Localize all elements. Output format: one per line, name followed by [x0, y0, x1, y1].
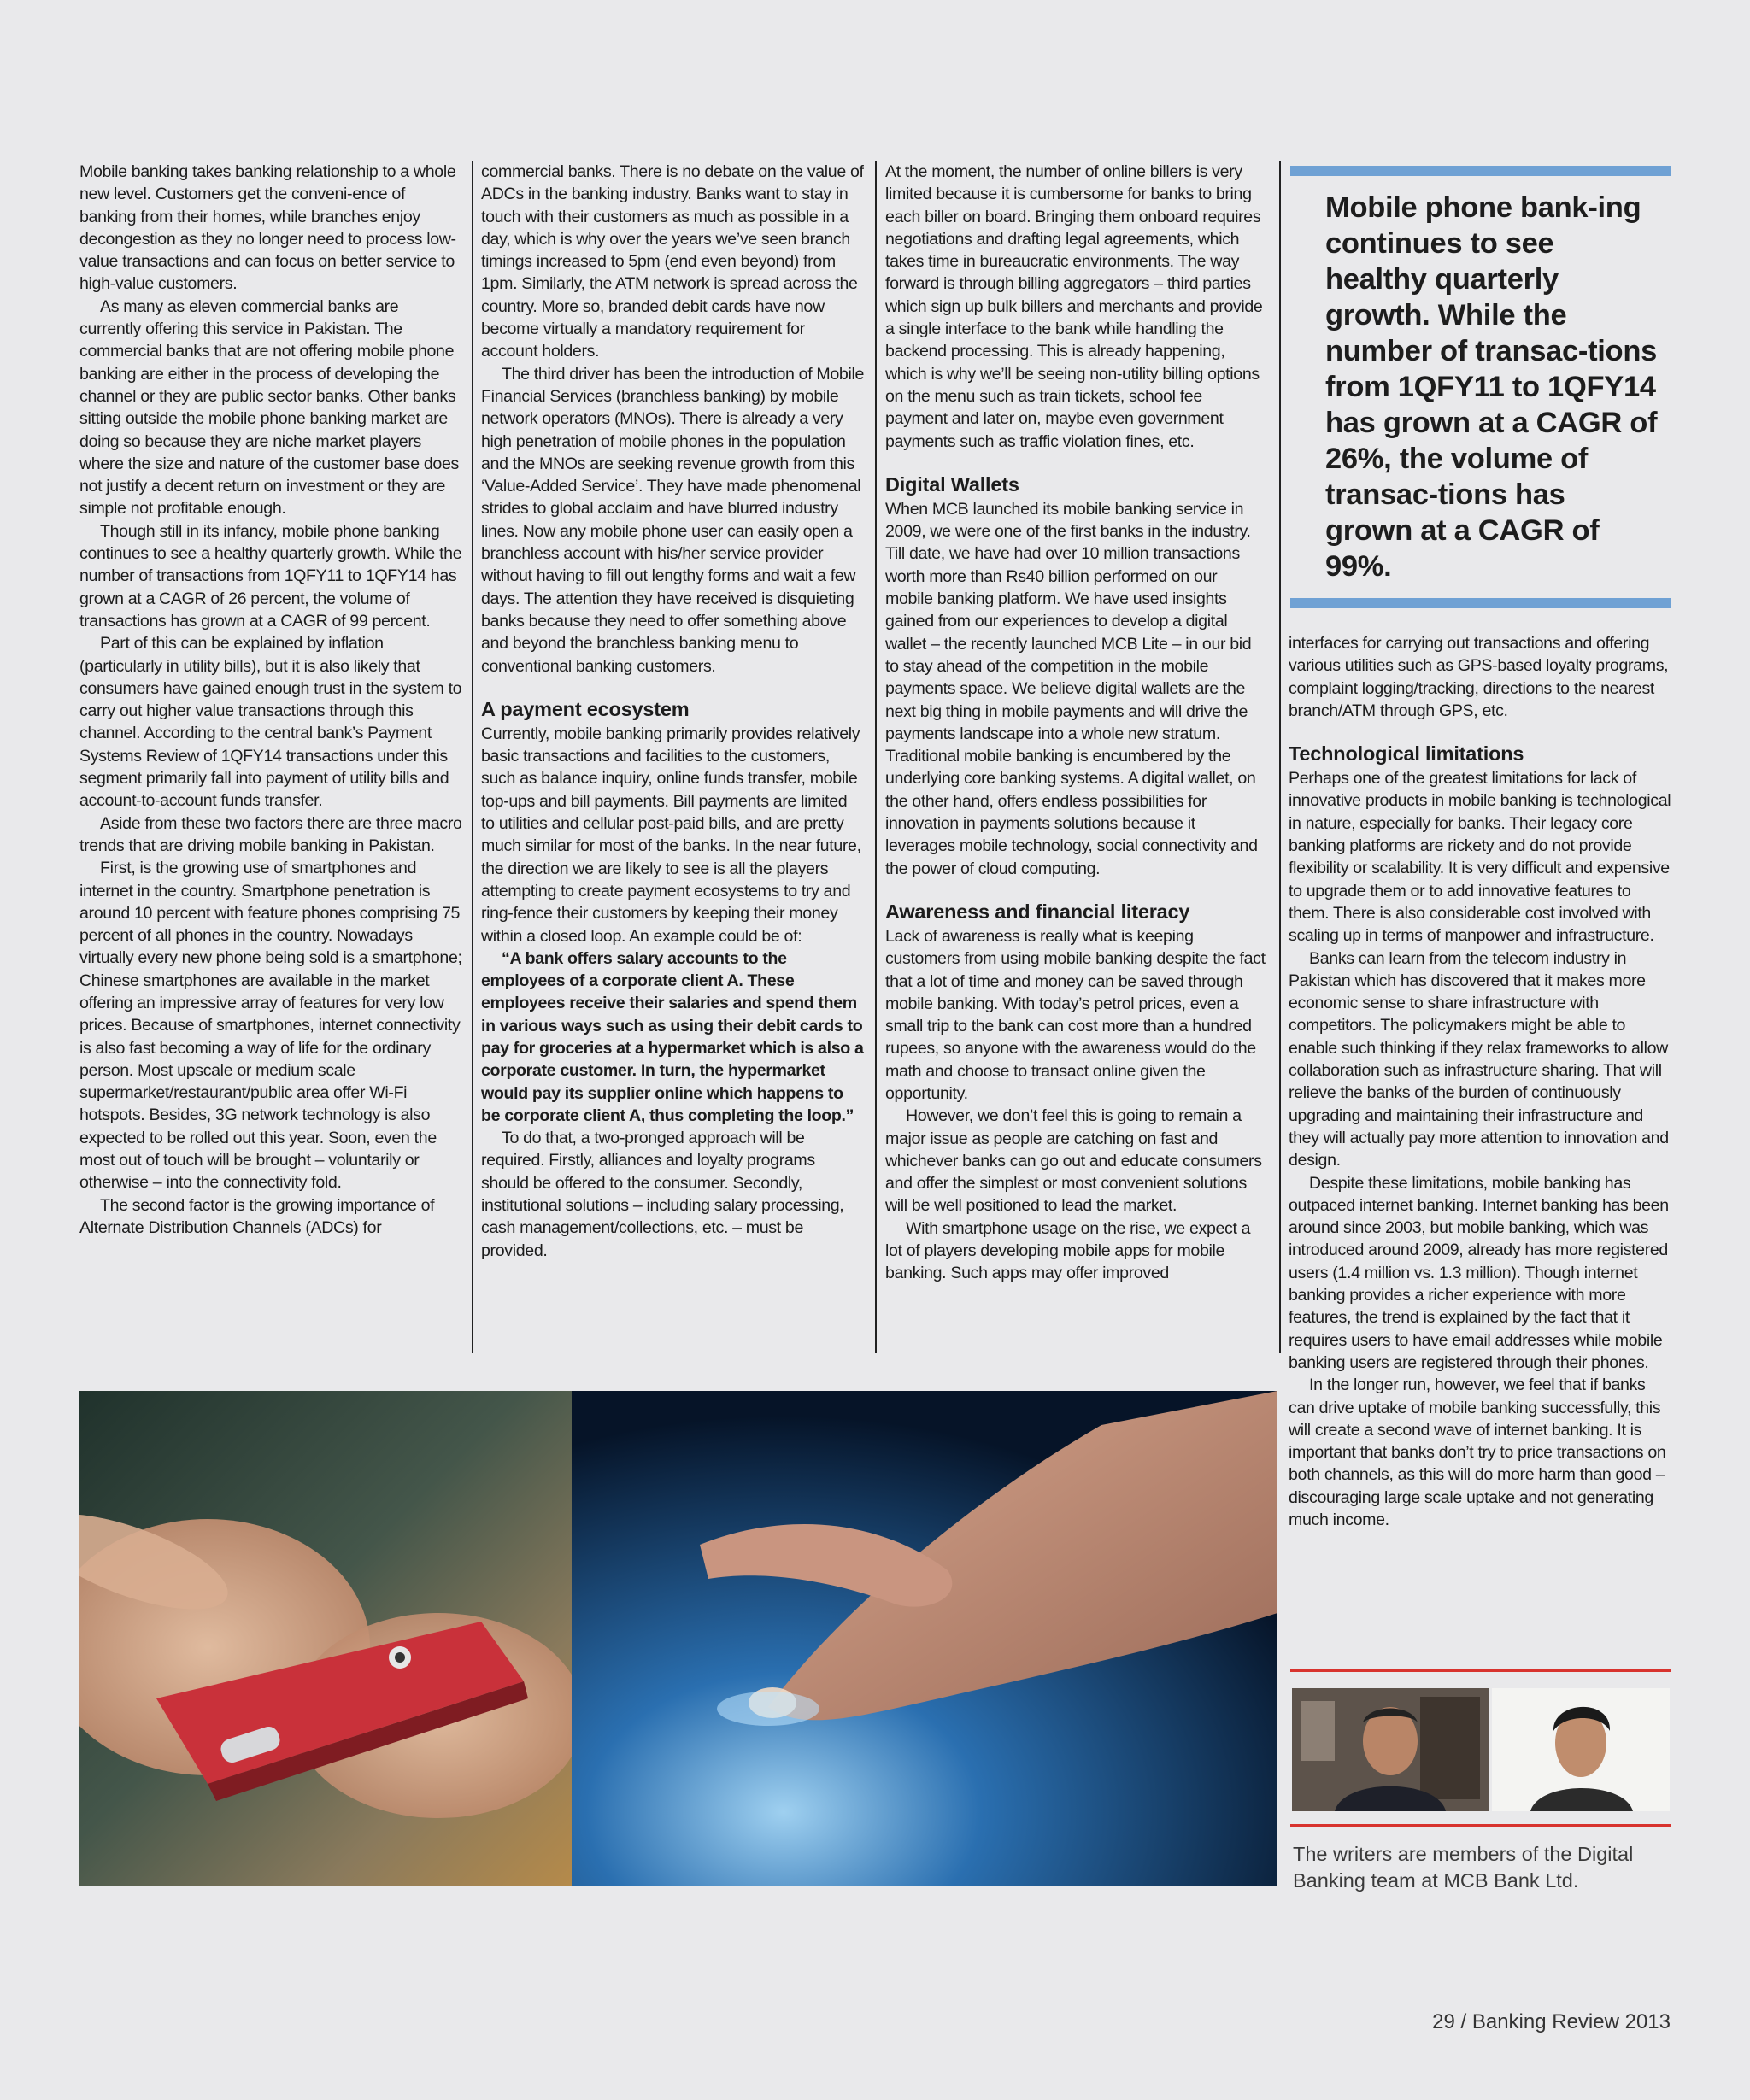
article-column-1 — [79, 161, 462, 1239]
page-folio: 29 / Banking Review 2013 — [1432, 2010, 1671, 2033]
author-bottom-rule — [1290, 1824, 1671, 1827]
paragraph: As many as eleven commercial banks are currently offering this service in Pakistan. The commercial banks that are not offering mobile phone banking are either in the process of developing the channel or they are public sector banks. Other banks sitting outside the mobile phone banking market are doing so because they are niche market players where the size and nature of the customer base does not justify a decent return on investment or they are simple not profitable enough. — [79, 296, 459, 519]
column-divider — [875, 161, 877, 1353]
paragraph: Part of this can be explained by inflation (particularly in utility bills), but it is also likely that consumers have gained enough trust in the system to carry out higher value transactions through this channel. According to the central bank’s Payment Systems Review of 1QFY14 transactions under this segment primarily fall into payment of utility bills and account-to-account funds transfer. — [79, 634, 462, 811]
section-heading: Digital Wallets — [885, 472, 1019, 496]
column-divider — [1279, 161, 1281, 1353]
article-column-3 — [885, 161, 1268, 1285]
author-top-rule — [1290, 1669, 1671, 1672]
smartphone-hands-photo — [79, 1391, 572, 1886]
column-divider — [472, 161, 473, 1353]
section-heading: Awareness and financial literacy — [885, 900, 1190, 923]
author-portrait — [1292, 1688, 1489, 1811]
section-heading: Technological limitations — [1289, 742, 1524, 766]
author-caption: The writers are members of the Digital Banking team at MCB Bank Ltd. — [1293, 1843, 1634, 1892]
paragraph: Banks can learn from the telecom industry in Pakistan which has discovered that it makes more economic sense to share infrastructure with competitors. The policymakers might be able to enable such thinking if they relax frameworks to allow collaboration such as infrastructure sharing. That will relieve the banks of the burden of continuously upgrading and maintaining their infrastructure and they will actually pay more attention to innovation and design. — [1289, 948, 1669, 1170]
paragraph: Though still in its infancy, mobile phone banking continues to see a healthy quarterly growth. While the number of transactions from 1QFY11 to 1QFY14 has grown at a CAGR of 26 percent, the volume of transactions has grown at a CAGR of 99 percent. — [79, 521, 462, 631]
finger-touchscreen-photo — [572, 1391, 1277, 1886]
paragraph: At the moment, the number of online billers is very limited because it is cumbersome for banks to bring each biller on board. Bringing them onboard requires negotiations and drafting legal agreements, which takes time in bureaucratic environments. The way forward is through billing aggregators – third parties which sign up bulk billers and merchants and provide a single interface to the bank while handling the backend processing. This is already happening, which is why we’ll be seeing non-utility billing options on the menu such as train tickets, school fee payment and later on, maybe even government payments such as traffic violation fines, etc. — [885, 162, 1263, 451]
paragraph: Perhaps one of the greatest limitations for lack of innovative products in mobile banking is technological in nature, especially for banks. Their legacy core banking platforms are rickety and do not provide flexibility or scalability. It is very difficult and expensive to upgrade them or to add innovative features to them. There is also considerable cost involved with scaling up in terms of manpower and infrastructure. — [1289, 769, 1671, 946]
section-heading: A payment ecosystem — [481, 697, 690, 720]
paragraph: However, we don’t feel this is going to remain a major issue as people are catching on fast and whichever banks can go out and educate consumers and offer the simplest or most convenient solutions will be well positioned to lead the market. — [885, 1106, 1262, 1216]
paragraph: commercial banks. There is no debate on the value of ADCs in the banking industry. Banks want to stay in touch with their customers as much as possible in a day, which is why over the years we’ve seen branch timings increased to 5pm (end even beyond) from 1pm. Similarly, the ATM network is spread across the country. More so, branded debit cards have now become virtually a mandatory requirement for account holders. — [481, 162, 864, 361]
paragraph: Aside from these two factors there are three macro trends that are driving mobile banking in Pakistan. — [79, 813, 462, 855]
example-quote: “A bank offers salary accounts to the employees of a corporate client A. These employees receive their salaries and spend them in various ways such as using their debit cards to pay for groceries at a hypermarket which is also a corporate customer. In turn, the hypermarket would pay its supplier online which happens to be corporate client A, thus completing the loop.” — [481, 948, 864, 1125]
paragraph: To do that, a two-pronged approach will be required. Firstly, alliances and loyalty programs should be offered to the consumer. Secondly, institutional solutions – including salary processing, cash management/collections, etc. – must be provided. — [481, 1129, 844, 1260]
paragraph: Mobile banking takes banking relationship to a whole new level. Customers get the conveni-ence of banking from their homes, while branches enjoy decongestion as they no longer need to process low-value transactions and can focus on better service to high-value customers. — [79, 162, 456, 294]
paragraph: Despite these limitations, mobile banking has outpaced internet banking. Internet banking has been around since 2003, but mobile banking, which was introduced around 2009, already has more registered users (1.4 million vs. 1.3 million). Though internet banking provides a richer experience with more features, the trend is explained by the fact that it requires users to have email addresses while mobile banking users are registered through their phones. — [1289, 1173, 1669, 1372]
author-portrait — [1492, 1688, 1670, 1811]
pull-quote: Mobile phone bank-ing continues to see healthy quarterly growth. While the number of transac-tions from 1QFY11 to 1QFY14 has grown at a CAGR of 26%, the volume of transac-tions has grown at a CAGR of 99%. — [1325, 191, 1658, 583]
paragraph: When MCB launched its mobile banking service in 2009, we were one of the first banks in the industry. Till date, we have had over 10 million transactions worth more than Rs40 billion performed on our mobile banking platform. We have used insights gained from our experiences to develop a digital wallet – the recently launched MCB Lite – in our bid to stay ahead of the competition in the mobile payments space. We believe digital wallets are the next big thing in mobile payments and will drive the payments landscape into a whole new stratum. Traditional mobile banking is encumbered by the underlying core banking systems. A digital wallet, on the other hand, offers endless possibilities for innovation in payments solutions because it leverages mobile technology, social connectivity and the power of cloud computing. — [885, 499, 1258, 878]
pullquote-top-bar — [1290, 166, 1671, 176]
paragraph: Currently, mobile banking primarily provides relatively basic transactions and facilities to the customers, such as balance inquiry, online funds transfer, mobile top-ups and bill payments. Bill payments are limited to utilities and cellular post-paid bills, and are pretty much similar for most of the banks. In the near future, the direction we are likely to see is all the players attempting to create payment ecosystems to try and ring-fence their customers by keeping their money within a closed loop. An example could be of: — [481, 724, 861, 946]
article-column-4 — [1289, 632, 1671, 1531]
paragraph: The third driver has been the introduction of Mobile Financial Services (branchless banking) by mobile network operators (MNOs). There is already a very high penetration of mobile phones in the population and the MNOs are seeking revenue growth from this ‘Value-Added Service’. They have made phenomenal strides to global acclaim and have blurred industry lines. Now any mobile phone user can easily open a branchless account with his/her service provider without having to fill out lengthy forms and wait a few days. The attention they have received is disquieting banks because they need to offer something above and beyond the branchless banking menu to conventional banking customers. — [481, 364, 864, 676]
paragraph: Lack of awareness is really what is keeping customers from using mobile banking despite the fact that a lot of time and money can be saved through mobile banking. With today’s petrol prices, even a small trip to the bank can cost more than a hundred rupees, so anyone with the awareness would do the math and choose to transact online given the opportunity. — [885, 926, 1266, 1103]
paragraph: interfaces for carrying out transactions and offering various utilities such as GPS-based loyalty programs, complaint logging/tracking, directions to the nearest branch/ATM through GPS, etc. — [1289, 634, 1669, 720]
pullquote-bottom-bar — [1290, 598, 1671, 608]
paragraph: In the longer run, however, we feel that if banks can drive uptake of mobile banking successfully, this will create a second wave of internet banking. It is important that banks don’t try to price transactions on both channels, as this will do more harm than good – discouraging large scale uptake and not generating much income. — [1289, 1376, 1666, 1529]
article-column-2 — [481, 161, 864, 1262]
paragraph: The second factor is the growing importance of Alternate Distribution Channels (ADCs) for — [79, 1195, 435, 1237]
paragraph: First, is the growing use of smartphones and internet in the country. Smartphone penetration is around 10 percent with feature phones comprising 75 percent of all phones in the country. Nowadays virtually every new phone being sold is a smartphone; Chinese smartphones are available in the market offering an impressive array of features for very low prices. Because of smartphones, internet connectivity is also fast becoming a way of life for the ordinary person. Most upscale or medium scale supermarket/restaurant/public area offer Wi-Fi hotspots. Besides, 3G network technology is also expected to be rolled out this year. Soon, even the most out of touch will be brought – voluntarily or otherwise – into the connectivity fold. — [79, 859, 462, 1193]
paragraph: With smartphone usage on the rise, we expect a lot of players developing mobile apps for mobile banking. Such apps may offer improved — [885, 1218, 1251, 1283]
